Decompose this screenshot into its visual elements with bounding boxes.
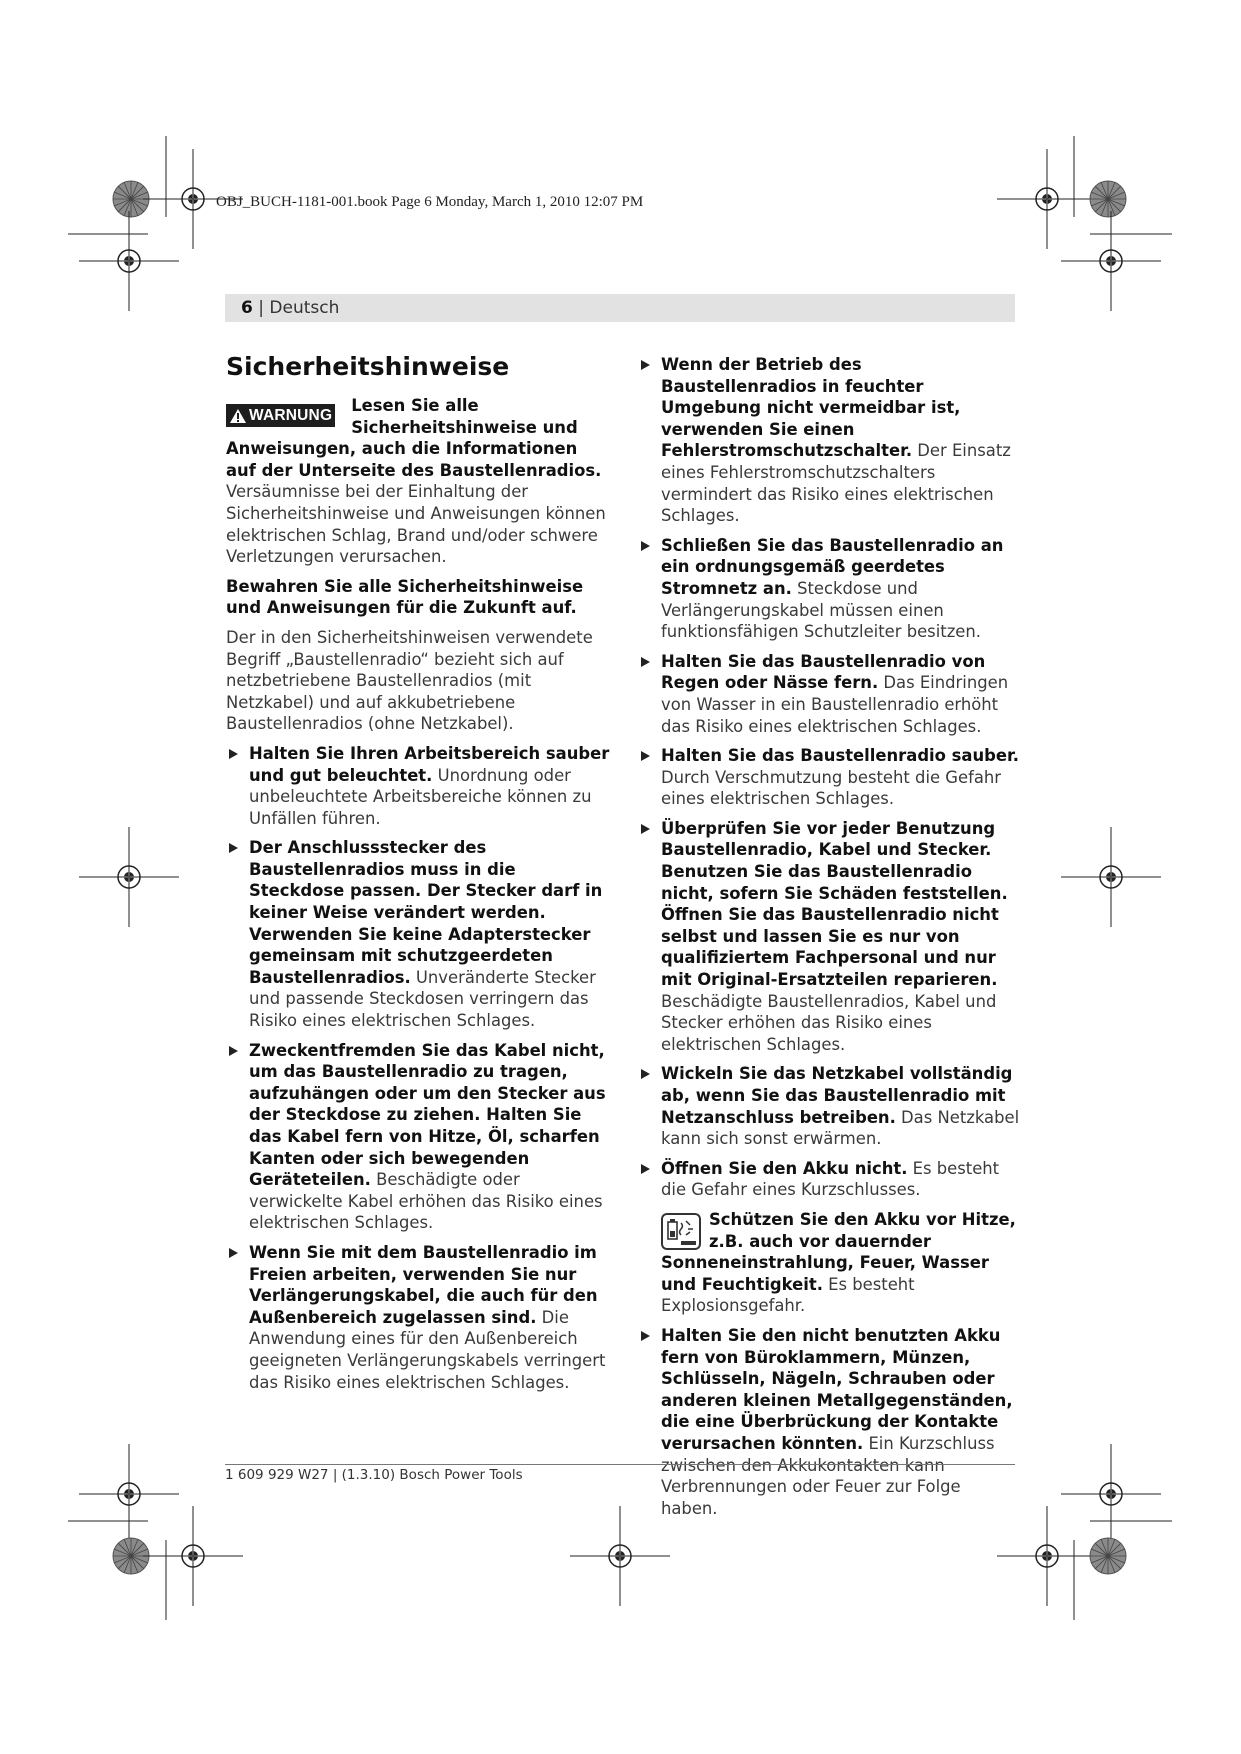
bullet-arrow-icon bbox=[641, 751, 650, 761]
warning-badge bbox=[226, 404, 335, 427]
battery-note-bold: Schützen Sie den Akku vor Hitze, z.B. auch vor dauernder Sonneneinstrahlung, Feuer, Wasser und Feuchtigkeit. bbox=[661, 1209, 1016, 1294]
definition-paragraph: Der in den Sicherheitshinweisen verwendete Begriff „Baustellenradio“ bezieht sich auf netzbetriebene Baustellenradios (mit Netzkabel) und auf akkubetriebene Baustellenradios (ohne Netzkabel). bbox=[226, 627, 593, 734]
list-item bbox=[226, 837, 610, 1031]
warning-body-text: Versäumnisse bei der Einhaltung der Sicherheitshinweise und Anweisungen können elektrischen Schlag, Brand und/oder schwere Verletzungen verursachen. bbox=[226, 482, 606, 567]
right-column bbox=[638, 354, 1022, 1527]
list-item-bold: Halten Sie das Baustellenradio sauber. bbox=[661, 746, 1019, 766]
list-item bbox=[638, 1158, 1022, 1201]
list-item-text: Unordnung oder unbeleuchtete Arbeitsbereiche können zu Unfällen führen. bbox=[249, 765, 592, 828]
list-item-bold: Öffnen Sie den Akku nicht. bbox=[661, 1158, 908, 1178]
list-item-text: Durch Verschmutzung besteht die Gefahr eines elektrischen Schlages. bbox=[661, 767, 1002, 809]
list-item bbox=[226, 1242, 610, 1393]
warning-badge-label: WARNUNG bbox=[249, 407, 333, 424]
bullet-arrow-icon bbox=[229, 1046, 238, 1056]
bullet-arrow-icon bbox=[641, 1331, 650, 1341]
list-item bbox=[226, 743, 610, 829]
list-item-text: Der Einsatz eines Fehlerstromschutzschalters vermindert das Risiko eines elektrischen Schlages. bbox=[661, 441, 1011, 526]
list-item-bold: Der Anschlussstecker des Baustellenradios muss in die Steckdose passen. Der Stecker darf in keiner Weise verändert werden. Verwenden Sie keine Adapterstecker gemeinsam mit schutzgeerdeten Baustellenradios. bbox=[249, 838, 603, 987]
list-item bbox=[638, 818, 1022, 1056]
footer-rule bbox=[225, 1464, 1015, 1465]
list-item bbox=[226, 1040, 610, 1234]
bullet-arrow-icon bbox=[641, 541, 650, 551]
list-item bbox=[638, 354, 1022, 527]
list-item bbox=[638, 1063, 1022, 1149]
list-item bbox=[638, 651, 1022, 737]
list-item-bold: Halten Sie Ihren Arbeitsbereich sauber und gut beleuchtet. bbox=[249, 743, 610, 785]
page-header bbox=[241, 298, 339, 318]
list-item-text: Beschädigte Baustellenradios, Kabel und Stecker erhöhen das Risiko eines elektrischen Schlages. bbox=[661, 991, 997, 1054]
bullet-arrow-icon bbox=[229, 749, 238, 759]
battery-heat-warning-icon bbox=[661, 1213, 701, 1250]
header-language: Deutsch bbox=[269, 298, 340, 318]
bullet-arrow-icon bbox=[641, 824, 650, 834]
keep-instructions-text: Bewahren Sie alle Sicherheitshinweise und Anweisungen für die Zukunft auf. bbox=[226, 576, 584, 618]
list-item-bold: Wenn der Betrieb des Baustellenradios in feuchter Umgebung nicht vermeidbar ist, verwenden Sie einen Fehlerstromschutzschalter. bbox=[661, 355, 961, 461]
section-title: Sicherheitshinweise bbox=[226, 352, 510, 381]
list-item bbox=[638, 535, 1022, 643]
bullet-arrow-icon bbox=[641, 657, 650, 667]
list-item bbox=[638, 745, 1022, 810]
list-item-bold: Halten Sie das Baustellenradio von Regen oder Nässe fern. bbox=[661, 651, 986, 693]
keep-instructions bbox=[226, 576, 610, 619]
page-footer: 1 609 929 W27 | (1.3.10) Bosch Power Tools bbox=[225, 1467, 523, 1483]
header-separator: | bbox=[252, 298, 270, 318]
list-item-bold: Schließen Sie das Baustellenradio an ein ordnungsgemäß geerdetes Stromnetz an. bbox=[661, 535, 1004, 598]
list-item-text: Steckdose und Verlängerungskabel müssen einen funktionsfähigen Schutzleiter besitzen. bbox=[661, 578, 981, 642]
list-item-text: Beschädigte oder verwickelte Kabel erhöhen das Risiko eines elektrischen Schlages. bbox=[249, 1170, 603, 1233]
list-item-text: Die Anwendung eines für den Außenbereich geeigneten Verlängerungskabels verringert das Risiko eines elektrischen Schlages. bbox=[249, 1307, 606, 1392]
list-item-text: Das Eindringen von Wasser in ein Baustellenradio erhöht das Risiko eines elektrischen Schlages. bbox=[661, 673, 1009, 736]
bullet-arrow-icon bbox=[229, 1248, 238, 1258]
list-item-bold: Überprüfen Sie vor jeder Benutzung Baustellenradio, Kabel und Stecker. Benutzen Sie das Baustellenradio nicht, sofern Sie Schäden feststellen. Öffnen Sie das Baustellenradio nicht selbst und lassen Sie es nur von qualifiziertem Fachpersonal und nur mit Original-Ersatzteilen reparieren. bbox=[661, 818, 1008, 990]
page-header-bar bbox=[225, 294, 1015, 322]
list-item-bold: Zweckentfremden Sie das Kabel nicht, um das Baustellenradio zu tragen, aufzuhängen oder um den Stecker aus der Steckdose zu ziehen. Halten Sie das Kabel fern von Hitze, Öl, scharfen Kanten oder sich bewegenden Geräteteilen. bbox=[249, 1040, 606, 1190]
bullet-arrow-icon bbox=[641, 1164, 650, 1174]
list-item-text: Das Netzkabel kann sich sonst erwärmen. bbox=[661, 1107, 1020, 1149]
list-item-bold: Halten Sie den nicht benutzten Akku fern von Büroklammern, Münzen, Schlüsseln, Nägeln, Schrauben oder anderen kleinen Metallgegenständen, die eine Überbrückung der Kontakte verursachen könnten. bbox=[661, 1325, 1013, 1453]
list-item-text: Es besteht die Gefahr eines Kurzschlusses. bbox=[661, 1158, 1000, 1200]
list-item-text: Ein Kurzschluss zwischen den Akkukontakten kann Verbrennungen oder Feuer zur Folge haben. bbox=[661, 1433, 995, 1518]
warning-triangle-icon bbox=[229, 408, 247, 424]
list-item-bold: Wickeln Sie das Netzkabel vollständig ab, wenn Sie das Baustellenradio mit Netzanschluss betreiben. bbox=[661, 1064, 1013, 1127]
bullet-arrow-icon bbox=[229, 843, 238, 853]
battery-note-text: Es besteht Explosionsgefahr. bbox=[661, 1274, 915, 1316]
list-item bbox=[638, 1325, 1022, 1519]
bullet-arrow-icon bbox=[641, 360, 650, 370]
bullet-arrow-icon bbox=[641, 1069, 650, 1079]
warning-paragraph bbox=[226, 395, 610, 568]
page-number: 6 bbox=[241, 298, 253, 318]
list-item-bold: Wenn Sie mit dem Baustellenradio im Freien arbeiten, verwenden Sie nur Verlängerungskabel, die auch für den Außenbereich zugelassen sind. bbox=[249, 1242, 598, 1327]
left-column bbox=[226, 350, 610, 1401]
warning-bold-text: Lesen Sie alle Sicherheitshinweise und Anweisungen, auch die Informationen auf der Unterseite des Baustellenradios. bbox=[226, 396, 602, 480]
print-slug-line: OBJ_BUCH-1181-001.book Page 6 Monday, March 1, 2010 12:07 PM bbox=[216, 194, 644, 210]
list-item-text: Unveränderte Stecker und passende Steckdosen verringern das Risiko eines elektrischen Schlages. bbox=[249, 967, 596, 1031]
battery-heat-note bbox=[661, 1209, 1022, 1317]
